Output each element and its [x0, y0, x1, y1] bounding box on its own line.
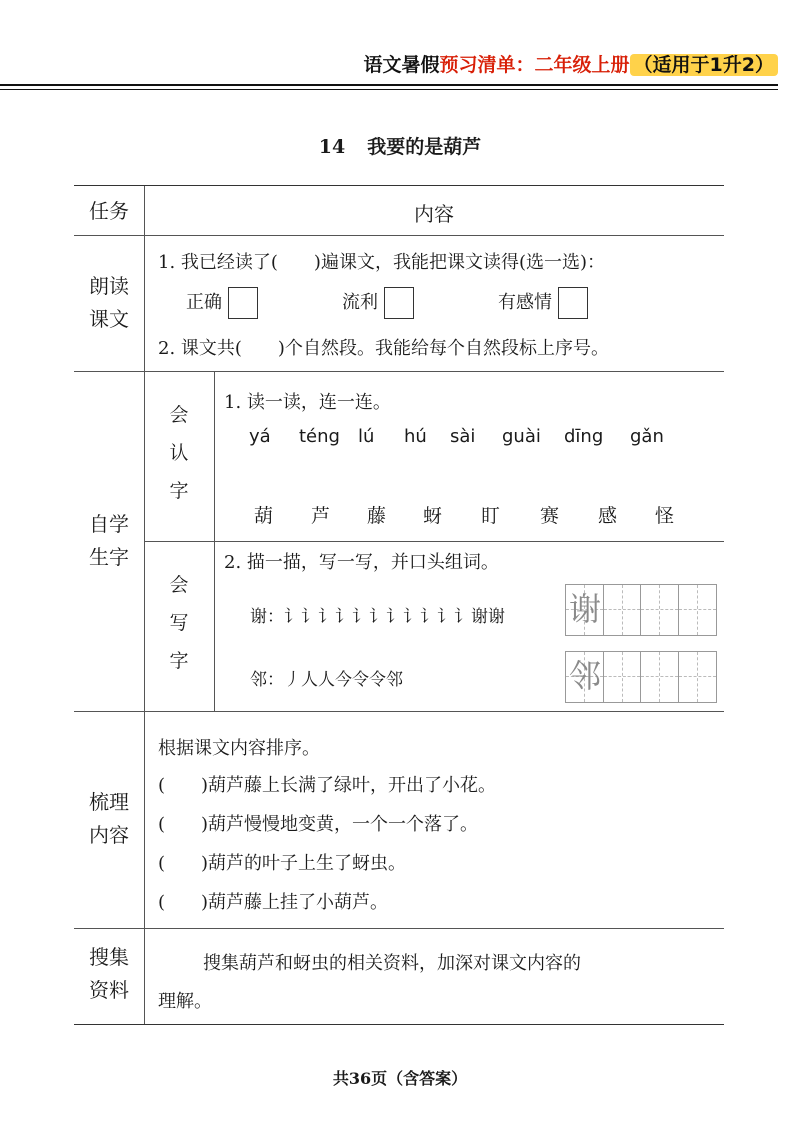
pinyin-item: sài	[450, 426, 476, 447]
order-item: ( )葫芦藤上挂了小葫芦。	[158, 892, 389, 913]
option-fluent-label: 流利	[342, 292, 378, 313]
header-rule-thin	[0, 89, 778, 90]
char1-stroke-order: 讠讠讠讠讠讠讠讠讠讠讠谢谢	[284, 607, 505, 627]
option-emotion-label: 有感情	[498, 292, 552, 313]
write-label-char: 写	[169, 612, 189, 634]
order-item: ( )葫芦慢慢地变黄，一个一个落了。	[158, 814, 479, 835]
reading-question-1: 1. 我已经读了( )遍课文，我能把课文读得(选一选)：	[158, 252, 605, 273]
write-label-char: 会	[169, 574, 189, 596]
worksheet-table	[74, 185, 724, 1025]
write-label	[144, 566, 214, 680]
hanzi-item: 怪	[655, 505, 675, 527]
header-rule	[0, 84, 778, 86]
checkbox-fluent[interactable]	[384, 287, 414, 319]
collect-text-line1: 搜集葫芦和蚜虫的相关资料，加深对课文内容的	[203, 953, 581, 974]
collect-text-line2: 理解。	[158, 991, 212, 1012]
sub-row-divider	[144, 541, 724, 542]
organize-label	[74, 786, 144, 852]
grid-cell	[566, 652, 604, 702]
hanzi-item: 盯	[481, 505, 501, 527]
grid-cell[interactable]	[679, 585, 716, 635]
grid-cell[interactable]	[679, 652, 716, 702]
char2-stroke-order: 丿人人今令令邻	[284, 670, 403, 690]
char2-writing-grid[interactable]	[565, 651, 717, 703]
hanzi-item: 感	[598, 505, 618, 527]
organize-label-line1: 梳理	[89, 790, 129, 814]
header-part1: 语文暑假	[363, 54, 440, 76]
hanzi-item: 芦	[311, 505, 331, 527]
collect-label-line1: 搜集	[89, 945, 129, 969]
hanzi-item: 赛	[540, 505, 560, 527]
char2-label: 邻：	[250, 670, 284, 690]
page-footer: 共36页（含答案）	[332, 1069, 468, 1088]
collect-label-line2: 资料	[89, 978, 129, 1002]
column-header-content: 内容	[414, 202, 454, 226]
recognize-label-char: 字	[169, 480, 189, 502]
lesson-title	[0, 132, 800, 159]
lesson-number: 14	[318, 136, 346, 158]
reading-question-2: 2. 课文共( )个自然段。我能给每个自然段标上序号。	[158, 338, 609, 359]
recognize-label-char: 认	[169, 442, 189, 464]
organize-instruction: 根据课文内容排序。	[158, 738, 320, 759]
hanzi-item: 葫	[254, 505, 274, 527]
char2-strokes	[250, 665, 403, 690]
self-study-label-line2: 生字	[89, 545, 129, 569]
row-divider	[74, 371, 724, 372]
collect-label	[74, 941, 144, 1007]
self-study-label	[74, 508, 144, 574]
pinyin-item: yá	[249, 426, 271, 447]
pinyin-item: téng	[299, 426, 340, 447]
header-part2: 预习清单：二年级上册	[439, 54, 630, 76]
row-divider	[74, 235, 724, 236]
row-divider	[74, 711, 724, 712]
checkbox-emotion[interactable]	[558, 287, 588, 319]
hanzi-item: 藤	[367, 505, 387, 527]
pinyin-item: dīng	[564, 426, 604, 447]
pinyin-item: lú	[358, 426, 375, 447]
lesson-name: 我要的是葫芦	[367, 136, 482, 158]
order-item: ( )葫芦藤上长满了绿叶，开出了小花。	[158, 775, 497, 796]
recognize-instruction: 1. 读一读，连一连。	[224, 392, 391, 413]
header-title	[364, 50, 778, 77]
recognize-label-char: 会	[169, 404, 189, 426]
char2-model: 邻	[568, 657, 601, 695]
char1-model: 谢	[568, 590, 601, 628]
option-emotion	[498, 287, 588, 319]
write-label-char: 字	[169, 650, 189, 672]
char1-strokes	[250, 602, 505, 627]
pinyin-item: hú	[404, 426, 427, 447]
grid-cell	[566, 585, 604, 635]
header-part3: （适用于1升2）	[630, 54, 778, 76]
reading-label-line1: 朗读	[89, 274, 129, 298]
grid-cell[interactable]	[641, 652, 679, 702]
organize-label-line2: 内容	[89, 823, 129, 847]
self-study-label-line1: 自学	[89, 512, 129, 536]
column-header-task: 任务	[89, 199, 129, 223]
hanzi-item: 蚜	[423, 505, 443, 527]
pinyin-item: gǎn	[630, 426, 664, 447]
row-divider	[74, 928, 724, 929]
reading-label	[74, 270, 144, 336]
option-fluent	[342, 287, 414, 319]
checkbox-correct[interactable]	[228, 287, 258, 319]
char1-writing-grid[interactable]	[565, 584, 717, 636]
option-correct-label: 正确	[186, 292, 222, 313]
grid-cell[interactable]	[641, 585, 679, 635]
char1-label: 谢：	[250, 607, 284, 627]
reading-label-line2: 课文	[89, 307, 129, 331]
option-correct	[186, 287, 258, 319]
grid-cell[interactable]	[604, 652, 642, 702]
recognize-label	[144, 396, 214, 510]
order-item: ( )葫芦的叶子上生了蚜虫。	[158, 853, 407, 874]
write-instruction: 2. 描一描，写一写，并口头组词。	[224, 552, 499, 573]
pinyin-item: guài	[502, 426, 541, 447]
grid-cell[interactable]	[604, 585, 642, 635]
